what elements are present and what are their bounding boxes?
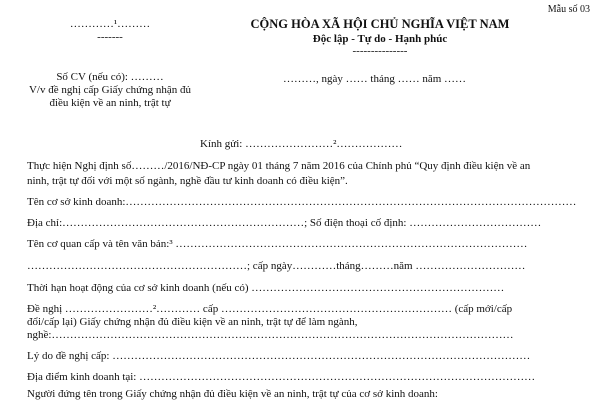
recipient-line: Kính gửi: ……………………²……………… — [200, 138, 403, 150]
organization-name-line: …………¹……… — [69, 18, 151, 30]
operating-period-field: Thời hạn hoạt động của cơ sở kinh doanh (nếu có) …………………………………………………………… — [27, 282, 505, 294]
business-location-field: Địa điểm kinh doanh tại: ……………………………………………………………………………………………… — [27, 371, 536, 383]
organization-divider: ------- — [97, 31, 123, 43]
intro-line-2: ninh, trật tự đối với một số ngành, nghề đầu tư kinh doanh có điều kiện”. — [27, 175, 348, 187]
national-title: CỘNG HÒA XÃ HỘI CHỦ NGHĨA VIỆT NAM — [250, 17, 510, 31]
date-line: ………, ngày …… tháng …… năm …… — [283, 73, 467, 85]
motto-divider: --------------- — [352, 45, 408, 57]
reason-field: Lý do đề nghị cấp: …………………………………………………………………………………………………… — [27, 350, 531, 362]
national-motto: Độc lập - Tự do - Hạnh phúc — [312, 33, 448, 45]
form-number: Mẫu số 03 — [547, 4, 590, 15]
issuing-agency-field: Tên cơ quan cấp và tên văn bản:³ …………………………………………………………………………………… — [27, 238, 528, 250]
intro-line-1: Thực hiện Nghị định số………/2016/NĐ-CP ngày 01 tháng 7 năm 2016 của Chính phủ “Quy định điều kiện về an — [27, 160, 531, 172]
request-line-1: Đề nghị ……………………²………… cấp ……………………………………………………… (cấp mới/cấp — [27, 303, 513, 315]
subject-line-2: điều kiện về an ninh, trật tự — [49, 97, 171, 109]
responsible-person-field: Người đứng tên trong Giấy chứng nhận đủ điều kiện về an ninh, trật tự của cơ sở kinh doanh: — [27, 388, 438, 400]
subject-line-1: V/v đề nghị cấp Giấy chứng nhận đủ — [28, 84, 192, 96]
business-name-field: Tên cơ sở kinh doanh:…………………………………………………………………………………………………………… — [27, 196, 577, 208]
request-line-3: nghề:……………………………………………………………………………………………………………… — [27, 329, 514, 341]
address-phone-field: Địa chỉ:…………………………………………………………; Số điện thoại cố định: ……………………………… — [27, 217, 542, 229]
request-line-2: đổi/cấp lại) Giấy chứng nhận đủ điều kiện về an ninh, trật tự để làm ngành, — [27, 316, 358, 328]
issuing-date-field: ……………………………………………………; cấp ngày…………tháng………năm ………………………… — [27, 260, 526, 272]
document-number: Số CV (nếu có): ……… — [56, 71, 164, 83]
